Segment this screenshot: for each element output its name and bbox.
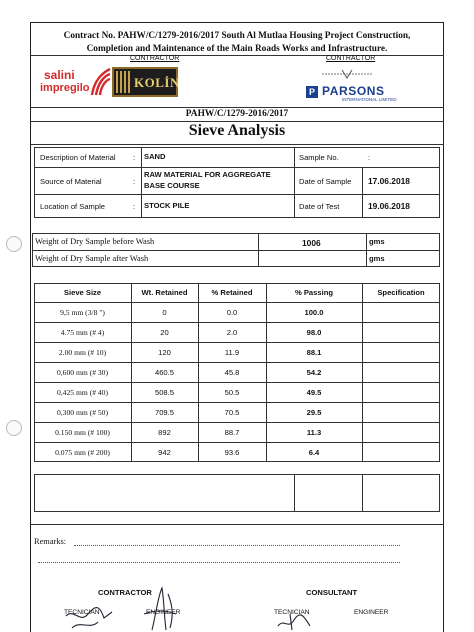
sieve-row-3-wt: 460.5 bbox=[154, 368, 174, 377]
sieve-row-6-pass: 11.3 bbox=[306, 428, 322, 437]
sieve-row-5-wt: 709.5 bbox=[154, 408, 174, 417]
notes-box bbox=[34, 474, 440, 512]
source-colon: : bbox=[133, 177, 136, 186]
table-rule bbox=[34, 342, 440, 343]
date-test-label: Date of Test bbox=[299, 202, 340, 211]
source-value-2: BASE COURSE bbox=[144, 181, 200, 190]
description-value: SAND bbox=[144, 152, 166, 161]
parsons-logo-text: PARSONS bbox=[322, 84, 385, 98]
table-header-sieve-size: Sieve Size bbox=[63, 288, 102, 297]
weight-before-label: Weight of Dry Sample before Wash bbox=[35, 237, 155, 246]
table-header-wt-retained: Wt. Retained bbox=[141, 288, 188, 297]
binder-hole-2 bbox=[6, 420, 22, 436]
sieve-row-5-ret: 70.5 bbox=[224, 408, 240, 417]
location-label: Location of Sample bbox=[40, 202, 106, 211]
sieve-row-0-size: 9,5 mm (3/8 ") bbox=[60, 308, 105, 317]
remarks-line-1 bbox=[74, 545, 400, 546]
sieve-row-0-wt: 0 bbox=[162, 308, 167, 317]
table-rule bbox=[34, 302, 440, 303]
contractor-label-right: CONTRACTOR bbox=[326, 55, 376, 62]
salini-logo-text-1: salini bbox=[44, 68, 75, 82]
sieve-row-2-size: 2.00 mm (# 10) bbox=[58, 348, 107, 357]
table-rule bbox=[34, 422, 440, 423]
parsons-logo-sub: INTERNATIONAL LIMITED bbox=[342, 97, 397, 102]
table-header-specification: Specification bbox=[377, 288, 425, 297]
table-rule bbox=[34, 322, 440, 323]
engineer-label-2: ENGINEER bbox=[354, 609, 389, 616]
consultant-footer: CONSULTANT bbox=[306, 588, 358, 597]
sieve-row-2-wt: 120 bbox=[158, 348, 171, 357]
binder-hole-1 bbox=[6, 236, 22, 252]
technician-label-2: TECNICIAN bbox=[274, 609, 310, 616]
sieve-row-1-pass: 98.0 bbox=[306, 328, 322, 337]
sieve-row-5-size: 0,300 mm (# 50) bbox=[56, 408, 109, 417]
source-label: Source of Material bbox=[40, 177, 102, 186]
consultant-technician-signature bbox=[276, 612, 316, 632]
weight-before-value: 1006 bbox=[302, 238, 321, 248]
kolin-logo bbox=[112, 67, 178, 97]
sample-no-label: Sample No. bbox=[299, 153, 339, 162]
contractor-footer: CONTRACTOR bbox=[98, 588, 152, 597]
date-sample-label: Date of Sample bbox=[299, 177, 352, 186]
description-label: Description of Material bbox=[40, 153, 116, 162]
parsons-emblem-icon bbox=[322, 68, 372, 80]
table-rule bbox=[34, 382, 440, 383]
sieve-row-2-pass: 88.1 bbox=[306, 348, 322, 357]
sieve-row-7-wt: 942 bbox=[158, 448, 171, 457]
contract-line-1: Contract No. PAHW/C/1279-2016/2017 South Al Mutlaa Housing Project Construction, bbox=[63, 31, 411, 41]
sieve-row-1-wt: 20 bbox=[160, 328, 169, 337]
table-header-passing: % Passing bbox=[295, 288, 333, 297]
contractor-label-left: CONTRACTOR bbox=[130, 55, 180, 62]
contractor-engineer-signature bbox=[138, 584, 182, 632]
date-sample-value: 17.06.2018 bbox=[368, 176, 410, 186]
parsons-mark-icon: P bbox=[306, 86, 318, 98]
remarks-label: Remarks: bbox=[34, 537, 67, 546]
table-header-retained: % Retained bbox=[211, 288, 253, 297]
location-colon: : bbox=[133, 202, 136, 211]
kolin-logo-text: KOLİN bbox=[134, 75, 180, 90]
remarks-line-2 bbox=[38, 562, 400, 563]
contractor-technician-signature bbox=[64, 600, 120, 632]
table-rule bbox=[34, 442, 440, 443]
sieve-row-3-size: 0,600 mm (# 30) bbox=[56, 368, 109, 377]
reference-number: PAHW/C/1279-2016/2017 bbox=[185, 109, 289, 119]
contract-title bbox=[34, 30, 440, 56]
table-rule bbox=[34, 362, 440, 363]
sieve-row-7-ret: 93.6 bbox=[224, 448, 240, 457]
document-title: Sieve Analysis bbox=[188, 122, 286, 139]
sieve-row-6-ret: 88.7 bbox=[224, 428, 240, 437]
sieve-row-1-size: 4.75 mm (# 4) bbox=[60, 328, 105, 337]
sieve-row-6-size: 0.150 mm (# 100) bbox=[55, 428, 110, 437]
sieve-row-4-pass: 49.5 bbox=[306, 388, 322, 397]
sieve-row-7-pass: 6.4 bbox=[308, 448, 320, 457]
sieve-row-3-ret: 45.8 bbox=[224, 368, 240, 377]
sample-no-colon: : bbox=[368, 153, 371, 162]
salini-logo-text-2: impregilo bbox=[40, 82, 90, 94]
sieve-row-2-ret: 11.9 bbox=[224, 348, 240, 357]
description-colon: : bbox=[133, 153, 136, 162]
sieve-row-4-wt: 508.5 bbox=[154, 388, 174, 397]
salini-swirl-icon bbox=[88, 67, 112, 97]
sieve-row-4-size: 0,425 mm (# 40) bbox=[56, 388, 109, 397]
table-column-rule bbox=[362, 283, 363, 462]
location-value: STOCK PILE bbox=[144, 201, 190, 210]
weight-after-unit: gms bbox=[369, 254, 385, 263]
technician-label-1: TECNICIAN bbox=[64, 609, 100, 616]
table-rule bbox=[34, 402, 440, 403]
contract-line-2: Completion and Maintenance of the Main Roads Works and Infrastructure. bbox=[86, 44, 388, 54]
sieve-row-7-size: 0.075 mm (# 200) bbox=[55, 448, 110, 457]
sieve-row-5-pass: 29.5 bbox=[306, 408, 322, 417]
weight-after-label: Weight of Dry Sample after Wash bbox=[35, 254, 149, 263]
parsons-logo bbox=[306, 84, 400, 104]
source-value-1: RAW MATERIAL FOR AGGREGATE bbox=[144, 170, 271, 179]
sieve-row-3-pass: 54.2 bbox=[306, 368, 322, 377]
sieve-row-6-wt: 892 bbox=[158, 428, 171, 437]
weight-before-unit: gms bbox=[369, 237, 385, 246]
date-test-value: 19.06.2018 bbox=[368, 201, 410, 211]
sieve-row-0-pass: 100.0 bbox=[304, 308, 324, 317]
sieve-row-1-ret: 2.0 bbox=[226, 328, 238, 337]
sieve-row-0-ret: 0.0 bbox=[226, 308, 238, 317]
sieve-row-4-ret: 50.5 bbox=[224, 388, 240, 397]
engineer-label-1: ENGINEER bbox=[146, 609, 181, 616]
